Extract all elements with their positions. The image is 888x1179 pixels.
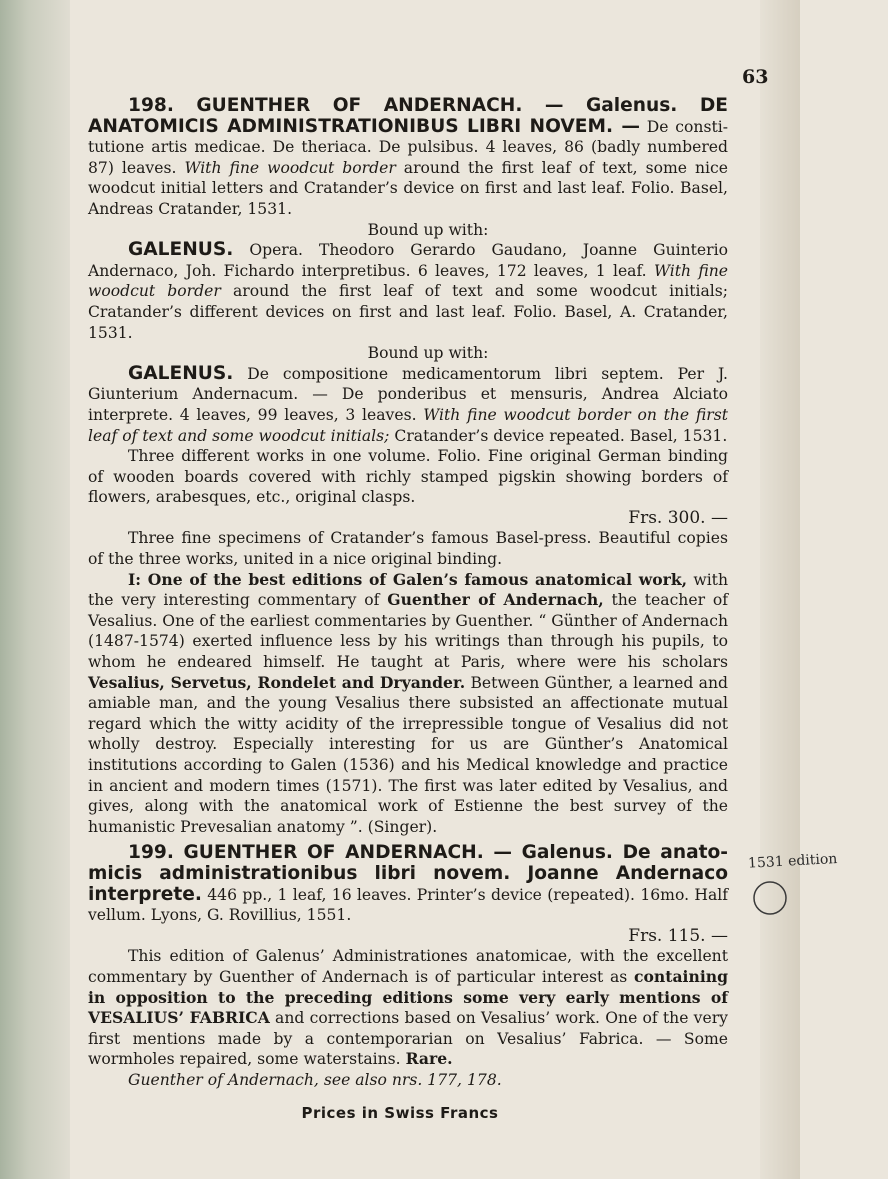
galenus-compositione-tail: Cratander’s device repeated. Basel, 1531. [394, 426, 728, 445]
entry-199-paragraph [88, 843, 728, 925]
commentary-paragraph [88, 570, 728, 838]
catalogue-text [88, 96, 728, 1091]
galenus-compositione-description: De compositione medicamentorum libri septem. Per J. Giunterium Andernacum. — De ponderibus et mensuris, Andrea Alciato interprete. 4 leaves, 99 leaves, 3 leaves. [88, 364, 728, 424]
commentary-text-3: Between Günther, a learned and amiable man, and the young Vesalius there subsisted an affectionate mutual regard which the witty acidity of the irrepressible tongue of Vesalius did not wholly destroy. Especially interesting for us are Günther’s Anatomical institutions according to Galen (1536) and his Medical knowledge and practice in ancient and modern times (1571). The first was later edited by Vesalius, and gives, along with the anatomical work of Estienne the best survey of the humanistic Prevesalian anatomy ”. (Singer). [88, 673, 728, 836]
entry-198-italic: With fine woodcut border [184, 158, 396, 177]
entry-199-note-a: This edition of Galenus’ Administrationes anatomicae, with the excellent commentary by Guenther of Andernach is of particular interest as [88, 947, 728, 986]
entry-199-note-bold: containing in opposition to the preceding editions some very early mentions of VESALIUS’ FABRICA [88, 966, 728, 1028]
bound-up-with-2: Bound up with: [367, 344, 489, 363]
handwritten-annotation: 1531 edition [747, 850, 838, 872]
galenus-compositione-italic: With fine woodcut border on the first leaf of text and some woodcut initials; [88, 405, 728, 445]
entry-199-description: 446 pp., 1 leaf, 16 leaves. Printer’s device (repeated). 16mo. Half vellum. Lyons, G. Rovillius, 1551. [88, 885, 728, 925]
galenus-opera-italic: With fine woodcut border [88, 261, 728, 301]
commentary-text-1: with the very interesting commentary of [88, 570, 728, 610]
commentary-text-2: the teacher of Vesalius. One of the earliest commentaries by Guenther. “ Günther of Andernach (1487-1574) exerted influence less by his writings than through his pupils, to whom he endeared himself. He taught at Paris, where were his scholars [88, 591, 728, 672]
entry-198-description: De constitutione artis medicae. De theriaca. De pulsibus. 4 leaves, 86 (badly numbered 87) leaves. [88, 117, 728, 177]
entry-199-see-also: Guenther of Andernach, see also nrs. 177, 178. [128, 1070, 502, 1089]
footer-prices-note: Prices in Swiss Francs [301, 1104, 499, 1122]
entry-199-price: Frs. 115. — [628, 925, 728, 946]
entry-199-rare: Rare. [405, 1049, 453, 1069]
page-edge-right [760, 0, 800, 1179]
commentary-bold-3: Vesalius, Servetus, Rondelet and Dryander. [88, 672, 466, 692]
galenus-compositione-paragraph [88, 364, 728, 446]
annotation-circle-icon [750, 878, 790, 918]
galenus-opera-heading: GALENUS. [128, 239, 234, 261]
galenus-opera-paragraph [88, 240, 728, 343]
commentary-bold-1: I: One of the best editions of Galen’s famous anatomical work, [128, 569, 688, 589]
entry-199-note-b: and corrections based on Vesalius’ work. One of the very first mentions made by a contemporarian on Vesalius’ Fabrica. — Some wormholes repaired, some waterstains. [88, 1009, 728, 1069]
bound-up-with-1: Bound up with: [367, 220, 489, 239]
galenus-opera-description: Opera. Theodoro Gerardo Gaudano, Joanne Guinterio Andernaco, Joh. Fichardo interpretibus. 6 leaves, 172 leaves, 1 leaf. [88, 241, 728, 280]
binding-description: Three different works in one volume. Folio. Fine original German binding of wooden boards covered with richly stamped pigskin showing borders of flowers, arabesques, etc., original clasps. [88, 447, 728, 507]
entry-198-description-tail: around the first leaf of text, some nice woodcut initial letters and Cratander’s device on first and last leaf. Folio. Basel, Andreas Cratander, 1531. [88, 158, 728, 218]
entry-198-paragraph [88, 96, 728, 220]
page-edge-left [0, 0, 70, 1179]
galenus-opera-tail: around the first leaf of text and some woodcut initials; Cratander’s different devices on first and last leaf. Folio. Basel, A. Cratander, 1531. [88, 282, 728, 342]
entry-199-heading: 199. GUENTHER OF ANDERNACH. — Galenus. De anatomicis administrationibus libri novem. Joanne Andernaco interprete. [88, 842, 728, 905]
entry-198-price: Frs. 300. — [628, 507, 728, 528]
entry-199-note [88, 946, 728, 1070]
specimens-paragraph: Three fine specimens of Cratander’s famous Basel-press. Beautiful copies of the three works, united in a nice original binding. [88, 529, 728, 569]
page-number: 63 [742, 66, 769, 88]
galenus-compositione-heading: GALENUS. [128, 362, 234, 384]
entry-198-heading: 198. GUENTHER OF ANDERNACH. — Galenus. DE ANATOMICIS ADMINISTRATIONIBUS LIBRI NOVEM. — [88, 95, 728, 137]
commentary-bold-2: Guenther of Andernach, [387, 590, 604, 610]
